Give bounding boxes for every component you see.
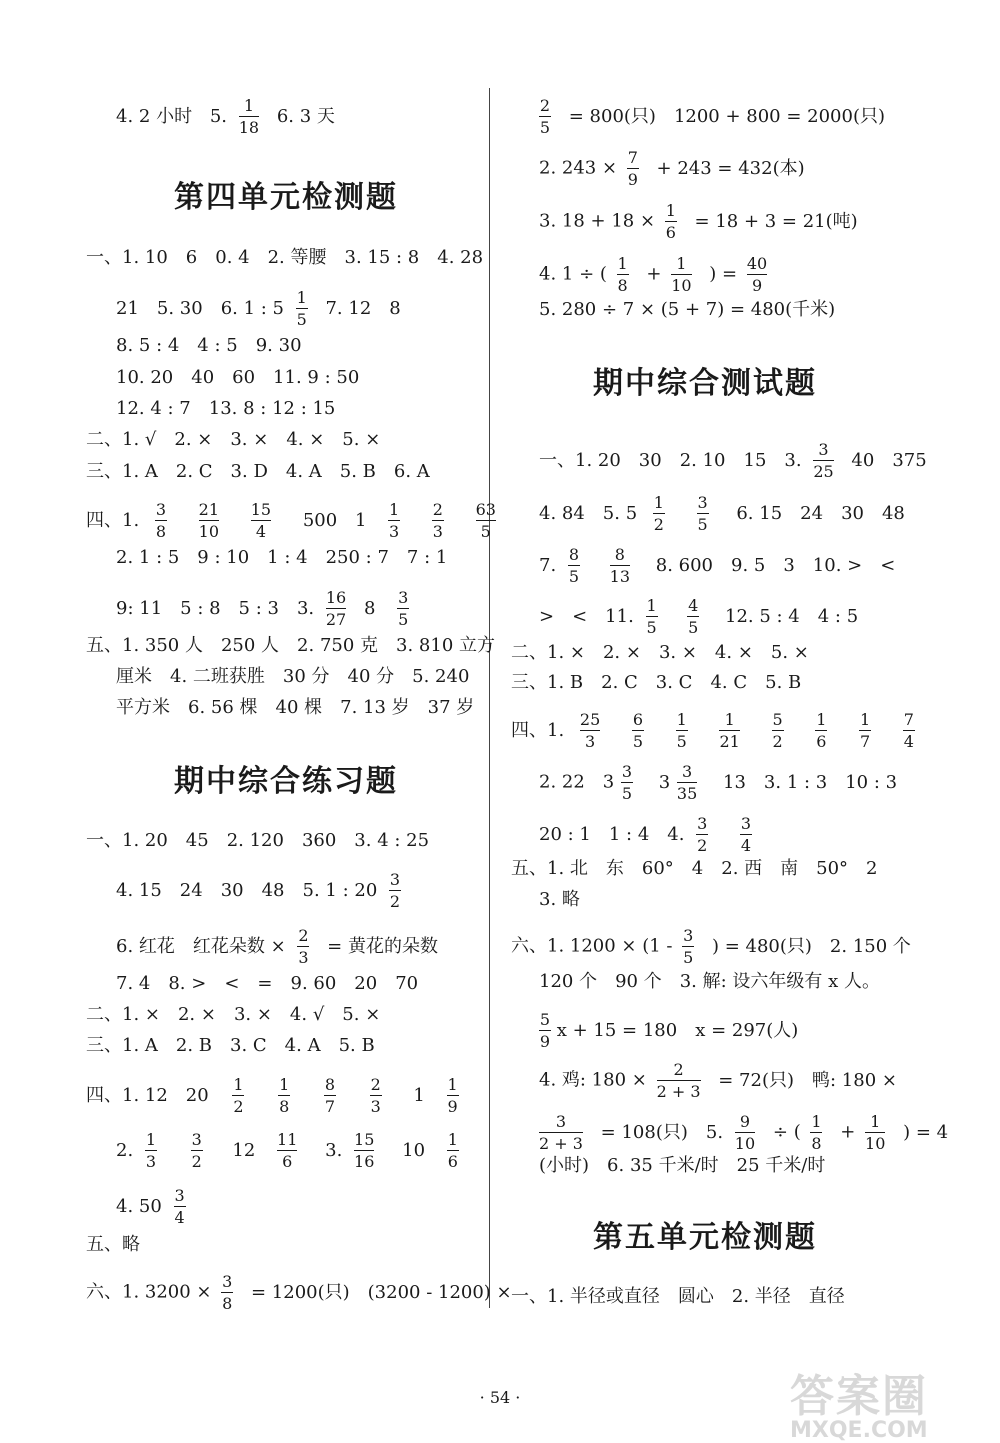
answer-line: 三、1. B 2. C 3. C 4. C 5. B bbox=[511, 672, 802, 693]
text: 一、1. 20 30 2. 10 15 3. bbox=[539, 449, 802, 471]
fraction: $\frac{1}{6}$ bbox=[665, 201, 676, 242]
answer-line: 五、1. 350 人 250 人 2. 750 克 3. 810 立方 bbox=[86, 635, 495, 656]
text: 4. 84 5. 5 bbox=[539, 502, 638, 524]
text: ÷ ( bbox=[772, 1121, 801, 1143]
answer-line: 5. 280 ÷ 7 × (5 + 7) = 480(千米) bbox=[539, 299, 836, 320]
text: 四、1. bbox=[86, 509, 140, 531]
fraction: $\frac{6}{5}$ bbox=[632, 710, 644, 751]
text: = 800(只) 1200 + 800 = 2000(只) bbox=[568, 105, 886, 127]
answer-line bbox=[116, 588, 421, 629]
fraction: $\frac{3}{8}$ bbox=[222, 1272, 233, 1313]
answer-line bbox=[539, 201, 870, 242]
answer-line: 7. 4 8. > < = 9. 60 20 70 bbox=[116, 973, 419, 994]
text: 4. 鸡: 180 × bbox=[539, 1069, 647, 1091]
fraction: $\frac{40}{9}$ bbox=[746, 254, 768, 295]
answer-line: (小时) 6. 35 千米/时 25 千米/时 bbox=[539, 1155, 826, 1176]
text: 7. 12 8 bbox=[325, 297, 401, 319]
fraction: $\frac{3}{5}$ bbox=[683, 926, 694, 967]
answer-line bbox=[539, 440, 939, 481]
fraction: $\frac{1}{8}$ bbox=[811, 1112, 822, 1153]
fraction: $\frac{1}{8}$ bbox=[617, 254, 628, 295]
answer-line bbox=[86, 1075, 471, 1116]
answer-line: 12. 4 : 7 13. 8 : 12 : 15 bbox=[116, 398, 336, 419]
answer-line bbox=[539, 254, 779, 295]
answer-line bbox=[116, 870, 413, 911]
answer-line: 一、1. 20 45 2. 120 360 3. 4 : 25 bbox=[86, 830, 430, 851]
text: x + 15 = 180 x = 297(人) bbox=[556, 1019, 799, 1041]
text: 4. 1 ÷ ( bbox=[539, 263, 607, 285]
fraction: $\frac{5}{2}$ bbox=[772, 710, 783, 751]
answer-line bbox=[539, 545, 907, 586]
fraction: $\frac{7}{9}$ bbox=[627, 148, 638, 189]
text: 3 bbox=[658, 771, 671, 793]
text: 4. 2 小时 bbox=[116, 105, 193, 127]
answer-line: 五、1. 北 东 60° 4 2. 西 南 50° 2 bbox=[511, 858, 878, 879]
text: = 1200(只) (3200 - 1200) × bbox=[250, 1281, 512, 1303]
text: 六、1. 3200 × bbox=[86, 1281, 212, 1303]
text: 13 3. 1 : 3 10 : 3 bbox=[723, 771, 898, 793]
text: 12. 5 : 4 4 : 5 bbox=[725, 605, 859, 627]
fraction: $\frac{9}{10}$ bbox=[734, 1112, 756, 1153]
fraction: $\frac{8}{5}$ bbox=[568, 545, 580, 586]
text: ) = bbox=[709, 263, 738, 285]
fraction: $\frac{1}{6}$ bbox=[816, 710, 827, 751]
text: 4. 50 bbox=[116, 1195, 162, 1217]
text: + 243 = 432(本) bbox=[656, 157, 805, 179]
fraction: $\frac{1}{8}$ bbox=[279, 1075, 290, 1116]
answer-line: 二、1. × 2. × 3. × 4. × 5. × bbox=[511, 642, 809, 663]
text: 2. bbox=[116, 1139, 134, 1161]
text: 1 bbox=[354, 509, 367, 531]
fraction: $\frac{1}{3}$ bbox=[389, 500, 400, 541]
fraction: $\frac{15}{16}$ bbox=[354, 1130, 375, 1171]
text: > < 11. bbox=[539, 605, 634, 627]
text: 20 : 1 1 : 4 4. bbox=[539, 823, 685, 845]
text: ) = 480(只) 2. 150 个 bbox=[711, 935, 911, 957]
text: 6. 15 24 30 48 bbox=[736, 502, 905, 524]
fraction: $\frac{16}{27}$ bbox=[325, 588, 347, 629]
text: + bbox=[840, 1121, 856, 1143]
text: 8. 600 9. 5 3 10. > < bbox=[655, 554, 896, 576]
answer-line: 10. 20 40 60 11. 9 : 50 bbox=[116, 367, 360, 388]
watermark-logo bbox=[790, 1360, 995, 1443]
text: 21 5. 30 6. 1 : 5 bbox=[116, 297, 285, 319]
text: 2. 22 3 bbox=[539, 771, 615, 793]
fraction: $\frac{5}{9}$ bbox=[539, 1010, 551, 1051]
fraction: $\frac{3}{8}$ bbox=[155, 500, 167, 541]
answer-line bbox=[116, 1186, 198, 1227]
text: = 18 + 3 = 21(吨) bbox=[694, 210, 858, 232]
text: = 黄花的朵数 bbox=[327, 935, 438, 957]
fraction: $\frac{3}{2}$ bbox=[697, 814, 708, 855]
text: = 108(只) 5. bbox=[600, 1121, 724, 1143]
fraction: $\frac{1}{18}$ bbox=[238, 96, 260, 137]
fraction: $\frac{1}{7}$ bbox=[859, 710, 871, 751]
answer-line: 一、1. 半径或直径 圆心 2. 半径 直径 bbox=[511, 1286, 845, 1307]
fraction: $\frac{2}{3}$ bbox=[370, 1075, 381, 1116]
answer-line: 3. 略 bbox=[539, 889, 580, 910]
text: 8 bbox=[363, 597, 376, 619]
watermark-text: 答案圈 bbox=[790, 1371, 928, 1422]
watermark-url: MXQE.COM bbox=[790, 1418, 928, 1443]
answer-line bbox=[511, 926, 923, 967]
answer-line: 五、略 bbox=[86, 1234, 140, 1255]
fraction: $\frac{3}{35}$ bbox=[676, 762, 698, 803]
text: 1 bbox=[413, 1084, 425, 1106]
fraction: $\frac{63}{5}$ bbox=[475, 500, 496, 541]
answer-line: 二、1. √ 2. × 3. × 4. × 5. × bbox=[86, 429, 381, 450]
fraction: $\frac{2}{5}$ bbox=[539, 96, 551, 137]
fraction: $\frac{3}{2 + 3}$ bbox=[539, 1112, 583, 1153]
answer-line bbox=[539, 148, 817, 189]
answer-line: 二、1. × 2. × 3. × 4. √ 5. × bbox=[86, 1004, 381, 1025]
text: 3. 18 + 18 × bbox=[539, 210, 656, 232]
answer-line: 2. 1 : 5 9 : 10 1 : 4 250 : 7 7 : 1 bbox=[116, 547, 448, 568]
answer-line bbox=[116, 1130, 471, 1171]
answer-line bbox=[539, 493, 917, 534]
answer-line: 三、1. A 2. B 3. C 4. A 5. B bbox=[86, 1035, 375, 1056]
text: 500 bbox=[302, 509, 338, 531]
fraction: $\frac{8}{13}$ bbox=[609, 545, 631, 586]
answer-line bbox=[539, 762, 909, 803]
answer-line bbox=[539, 1010, 810, 1051]
fraction: $\frac{1}{9}$ bbox=[447, 1075, 458, 1116]
answer-line: 三、1. A 2. C 3. D 4. A 5. B 6. A bbox=[86, 461, 430, 482]
fraction: $\frac{1}{21}$ bbox=[719, 710, 740, 751]
answer-line bbox=[116, 96, 347, 137]
text: 2. 243 × bbox=[539, 157, 618, 179]
text: ) = 4 bbox=[903, 1121, 949, 1143]
text: 6. 3 天 bbox=[276, 105, 335, 127]
answer-line bbox=[116, 926, 450, 967]
answer-line: 一、1. 10 6 0. 4 2. 等腰 3. 15 : 8 4. 28 bbox=[86, 247, 484, 268]
fraction: $\frac{3}{25}$ bbox=[813, 440, 834, 481]
text: + bbox=[646, 263, 662, 285]
answer-line: 120 个 90 个 3. 解: 设六年级有 x 人。 bbox=[539, 971, 880, 992]
fraction: $\frac{2}{3}$ bbox=[298, 926, 309, 967]
fraction: $\frac{2}{3}$ bbox=[432, 500, 443, 541]
answer-line bbox=[539, 1112, 960, 1153]
answer-line: 8. 5 : 4 4 : 5 9. 30 bbox=[116, 335, 302, 356]
text: 10 bbox=[402, 1139, 426, 1161]
section-title: 期中综合练习题 bbox=[174, 764, 398, 799]
fraction: $\frac{4}{5}$ bbox=[688, 596, 699, 637]
fraction: $\frac{8}{7}$ bbox=[324, 1075, 336, 1116]
fraction: $\frac{7}{4}$ bbox=[903, 710, 914, 751]
fraction: $\frac{1}{6}$ bbox=[447, 1130, 458, 1171]
fraction: $\frac{1}{3}$ bbox=[145, 1130, 157, 1171]
answer-line bbox=[511, 710, 927, 751]
text: 4. 15 24 30 48 5. 1 : 20 bbox=[116, 879, 378, 901]
fraction: $\frac{1}{10}$ bbox=[671, 254, 692, 295]
text: 四、1. 12 20 bbox=[86, 1084, 209, 1106]
fraction: $\frac{1}{2}$ bbox=[233, 1075, 244, 1116]
fraction: $\frac{3}{5}$ bbox=[621, 762, 633, 803]
fraction: $\frac{1}{2}$ bbox=[653, 493, 664, 534]
fraction: $\frac{1}{5}$ bbox=[296, 288, 307, 329]
fraction: $\frac{1}{5}$ bbox=[676, 710, 687, 751]
text: = 72(只) 鸭: 180 × bbox=[718, 1069, 897, 1091]
fraction: $\frac{15}{4}$ bbox=[250, 500, 272, 541]
answer-line bbox=[539, 596, 870, 637]
answer-line bbox=[116, 288, 413, 329]
fraction: $\frac{3}{5}$ bbox=[697, 493, 708, 534]
column-divider bbox=[489, 88, 490, 1308]
text: 40 375 bbox=[851, 449, 927, 471]
text: 四、1. bbox=[511, 719, 565, 741]
fraction: $\frac{2}{2 + 3}$ bbox=[656, 1060, 701, 1101]
fraction: $\frac{3}{2}$ bbox=[191, 1130, 202, 1171]
answer-line bbox=[539, 96, 897, 137]
text: 六、1. 1200 × (1 - bbox=[511, 935, 673, 957]
text: 3. bbox=[325, 1139, 343, 1161]
text: 5. bbox=[209, 105, 227, 127]
fraction: $\frac{1}{5}$ bbox=[646, 596, 657, 637]
page-number: · 54 · bbox=[479, 1388, 521, 1407]
answer-line: 平方米 6. 56 棵 40 棵 7. 13 岁 37 岁 bbox=[116, 697, 475, 718]
fraction: $\frac{3}{4}$ bbox=[740, 814, 752, 855]
answer-line: 厘米 4. 二班获胜 30 分 40 分 5. 240 bbox=[116, 666, 470, 687]
text: 12 bbox=[232, 1139, 256, 1161]
fraction: $\frac{11}{6}$ bbox=[277, 1130, 298, 1171]
fraction: $\frac{3}{4}$ bbox=[174, 1186, 185, 1227]
fraction: $\frac{3}{2}$ bbox=[389, 870, 401, 911]
answer-line bbox=[539, 814, 764, 855]
fraction: $\frac{3}{5}$ bbox=[398, 588, 409, 629]
text: 9: 11 5 : 8 5 : 3 3. bbox=[116, 597, 315, 619]
section-title: 第五单元检测题 bbox=[593, 1220, 817, 1255]
fraction: $\frac{1}{10}$ bbox=[865, 1112, 886, 1153]
text: 6. 红花 红花朵数 × bbox=[116, 935, 286, 957]
fraction: $\frac{25}{3}$ bbox=[579, 710, 601, 751]
fraction: $\frac{21}{10}$ bbox=[198, 500, 220, 541]
section-title: 期中综合测试题 bbox=[593, 366, 817, 401]
answer-line bbox=[86, 1272, 524, 1313]
answer-line bbox=[86, 500, 508, 541]
answer-line bbox=[539, 1060, 909, 1101]
section-title: 第四单元检测题 bbox=[174, 180, 398, 215]
text: 7. bbox=[539, 554, 557, 576]
